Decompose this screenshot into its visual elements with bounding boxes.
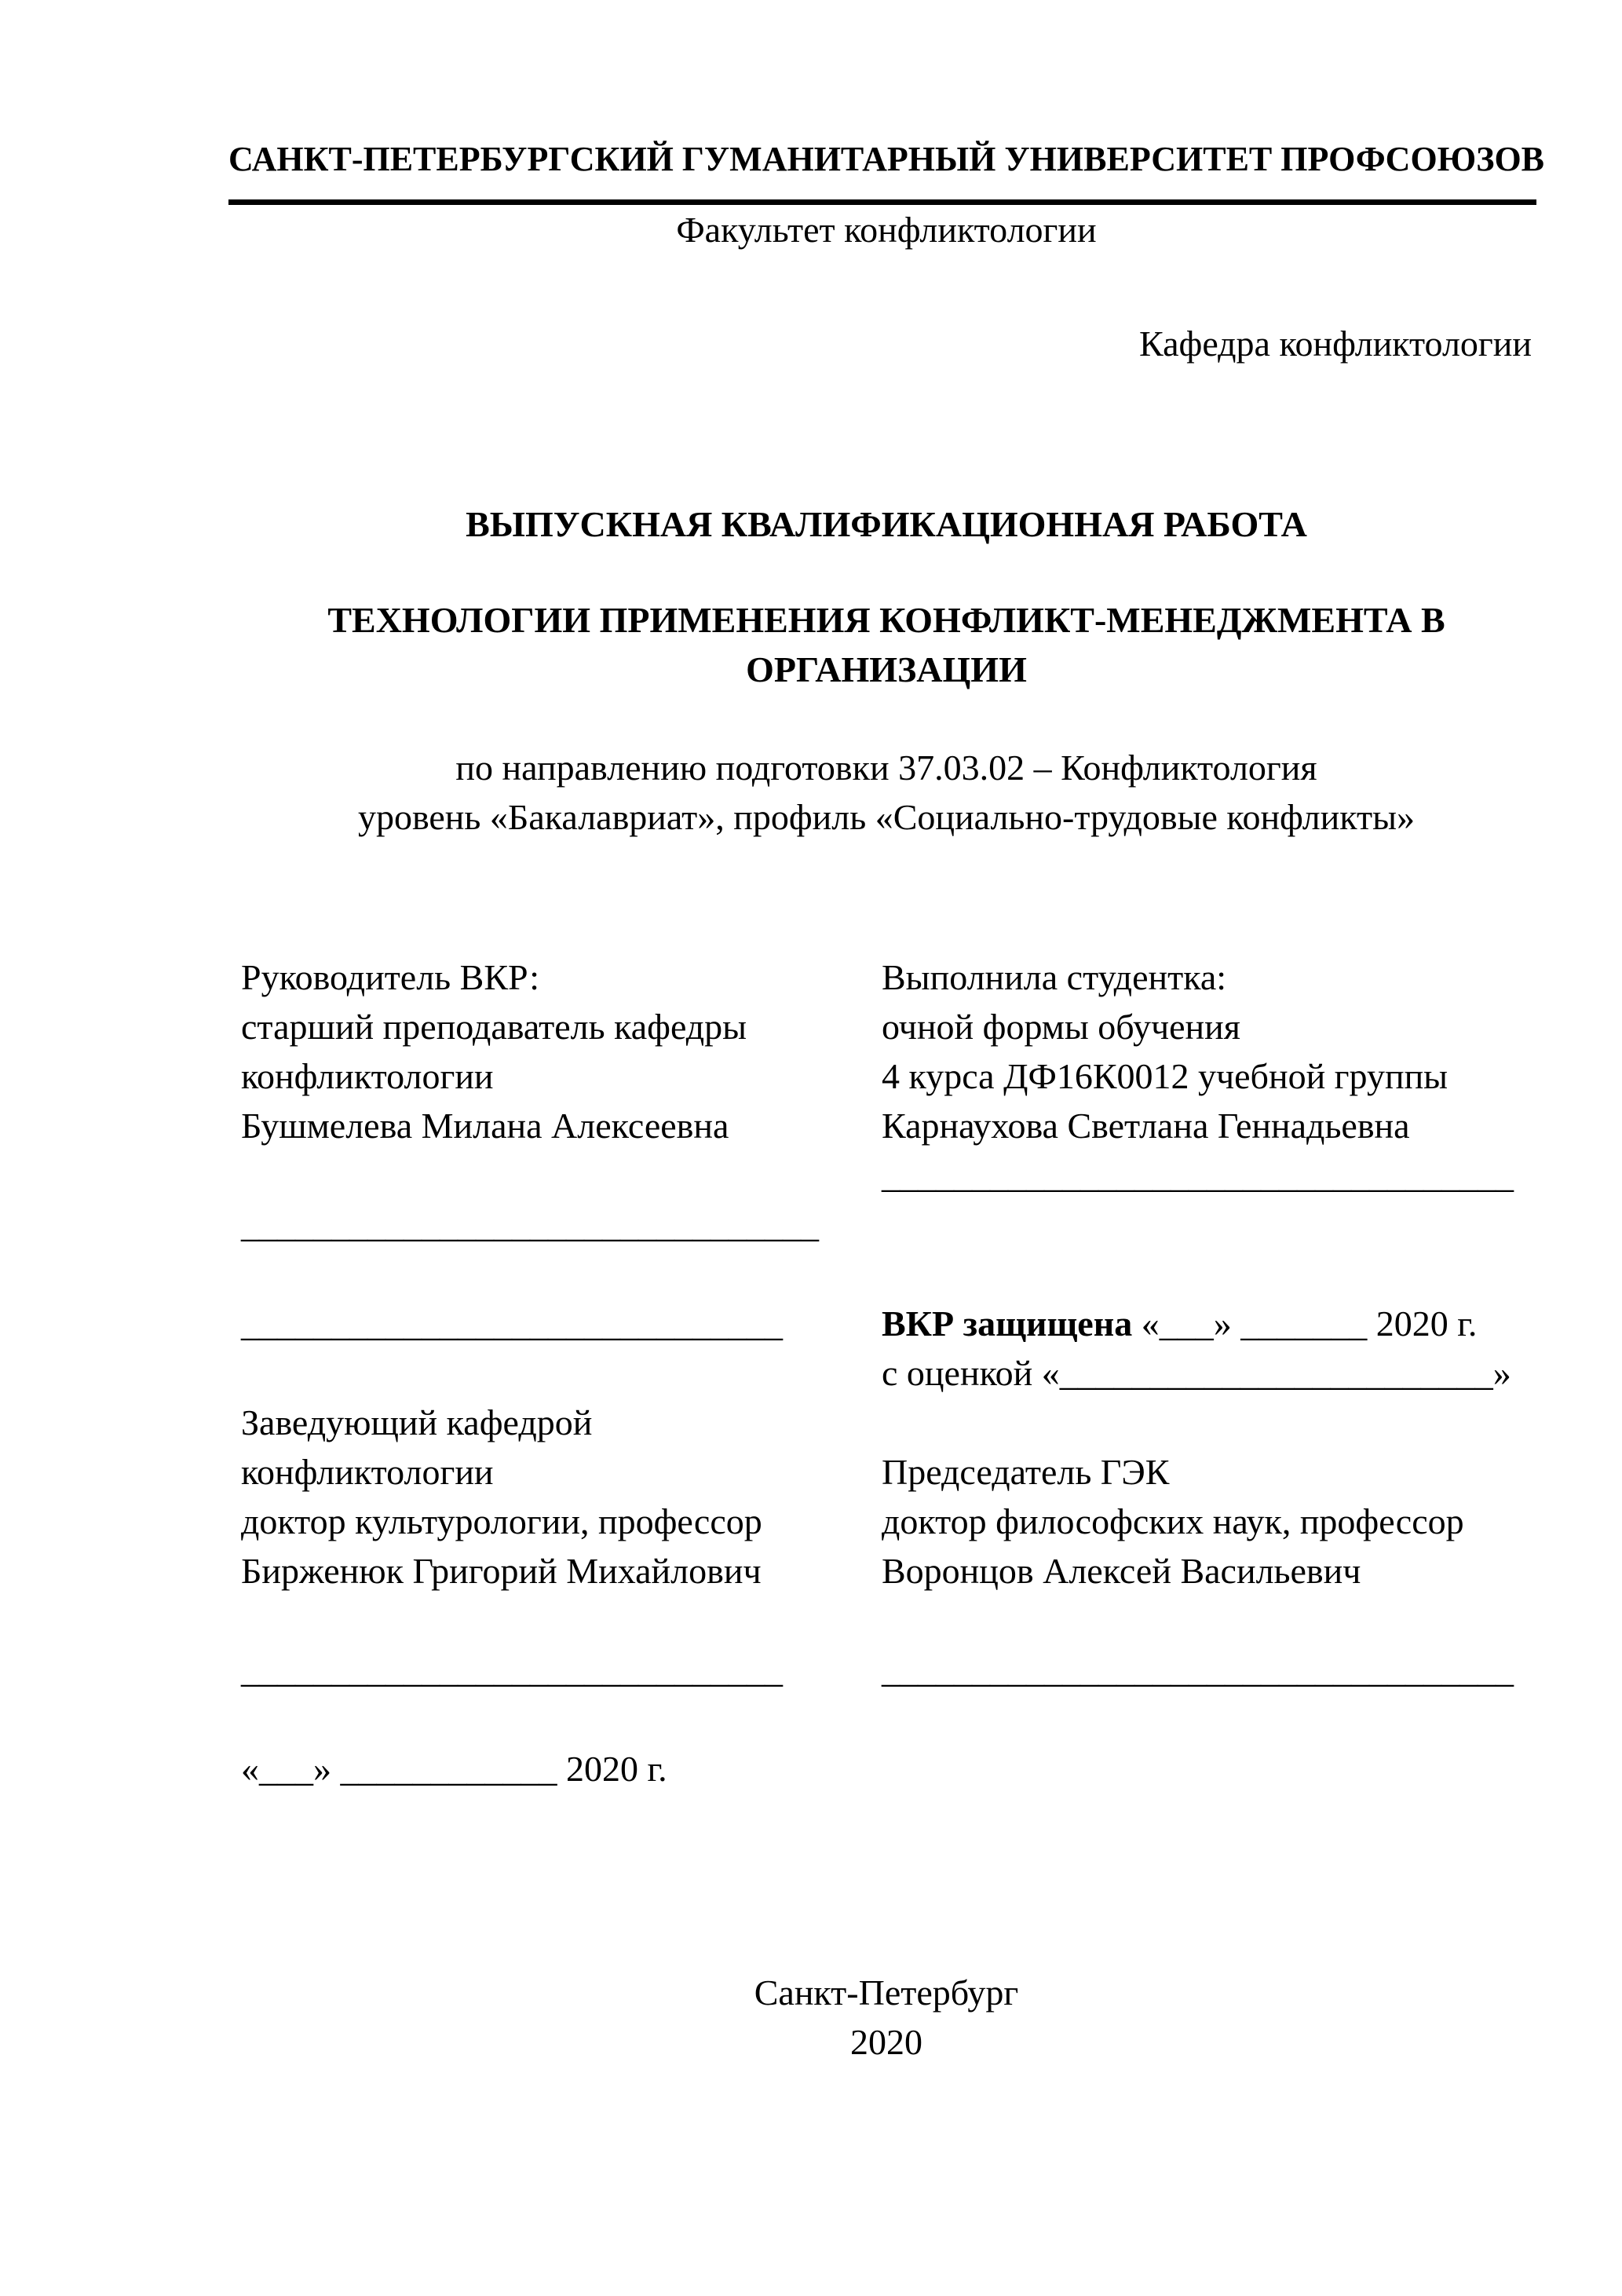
university-name: САНКТ-ПЕТЕРБУРГСКИЙ ГУМАНИТАРНЫЙ УНИВЕРСИТЕТ ПРОФСОЮЗОВ (228, 134, 1536, 205)
spacer (241, 1150, 882, 1200)
supervisor-heading: Руководитель ВКР: (241, 957, 540, 997)
supervisor-signature-line2: ______________________________ (241, 1303, 783, 1344)
chairman-position: доктор философских наук, профессор (882, 1501, 1464, 1541)
department-name: Кафедра конфликтологии (1139, 324, 1532, 364)
supervisor-position-line1: старший преподаватель кафедры (241, 1007, 747, 1047)
spacer (241, 1348, 882, 1398)
chairman-heading: Председатель ГЭК (882, 1452, 1170, 1492)
head-of-department-signature-line: ______________________________ (241, 1650, 783, 1690)
spacer (882, 1596, 1532, 1645)
head-of-department-date-blank: «___» ____________ 2020 г. (241, 1749, 667, 1789)
head-of-department-position: доктор культурологии, профессор (241, 1501, 762, 1541)
faculty-name: Факультет конфликтологии (676, 210, 1097, 250)
program-info (241, 743, 1532, 842)
spacer (241, 1695, 882, 1744)
spacer (882, 1200, 1532, 1249)
footer-city: Санкт-Петербург (754, 1972, 1019, 2013)
spacer (882, 1249, 1532, 1299)
supervisor-signature-line1: ________________________________ (241, 1205, 819, 1245)
defense-grade-blank: с оценкой «________________________» (882, 1353, 1511, 1393)
head-of-department-name: Бирженюк Григорий Михайлович (241, 1551, 762, 1591)
student-group: 4 курса ДФ16К0012 учебной группы (882, 1056, 1448, 1096)
spacer (882, 1398, 1532, 1447)
defense-date-blank: «___» _______ 2020 г. (1132, 1303, 1478, 1344)
spacer (882, 1744, 1532, 1793)
supervisor-position-line2: конфликтологии (241, 1056, 494, 1096)
supervisor-name: Бушмелева Милана Алексеевна (241, 1106, 729, 1146)
program-level: уровень «Бакалавриат», профиль «Социально-трудовые конфликты» (357, 797, 1416, 837)
defense-date-line (882, 1299, 1532, 1348)
chairman-signature-line: ___________________________________ (882, 1650, 1514, 1690)
defense-label: ВКР защищена (882, 1303, 1133, 1344)
student-heading: Выполнила студентка: (882, 957, 1227, 997)
student-signature-line: ___________________________________ (882, 1155, 1514, 1195)
program-direction: по направлению подготовки 37.03.02 – Конфликтология (455, 748, 1317, 788)
head-of-department-heading-line1: Заведующий кафедрой (241, 1402, 593, 1442)
spacer (241, 1249, 882, 1299)
student-study-form: очной формы обучения (882, 1007, 1240, 1047)
work-type-heading: ВЫПУСКНАЯ КВАЛИФИКАЦИОННАЯ РАБОТА (466, 504, 1307, 544)
head-of-department-heading-line2: конфликтологии (241, 1452, 494, 1492)
thesis-topic-line2: ОРГАНИЗАЦИИ (746, 649, 1027, 689)
thesis-topic-line1: ТЕХНОЛОГИИ ПРИМЕНЕНИЯ КОНФЛИКТ-МЕНЕДЖМЕНТА В (327, 600, 1445, 640)
spacer (882, 1695, 1532, 1744)
thesis-topic (241, 595, 1532, 694)
signature-columns (241, 952, 1532, 1793)
spacer (241, 1596, 882, 1645)
student-name: Карнаухова Светлана Геннадьевна (882, 1106, 1410, 1146)
chairman-name: Воронцов Алексей Васильевич (882, 1551, 1361, 1591)
footer-year: 2020 (850, 2022, 922, 2062)
